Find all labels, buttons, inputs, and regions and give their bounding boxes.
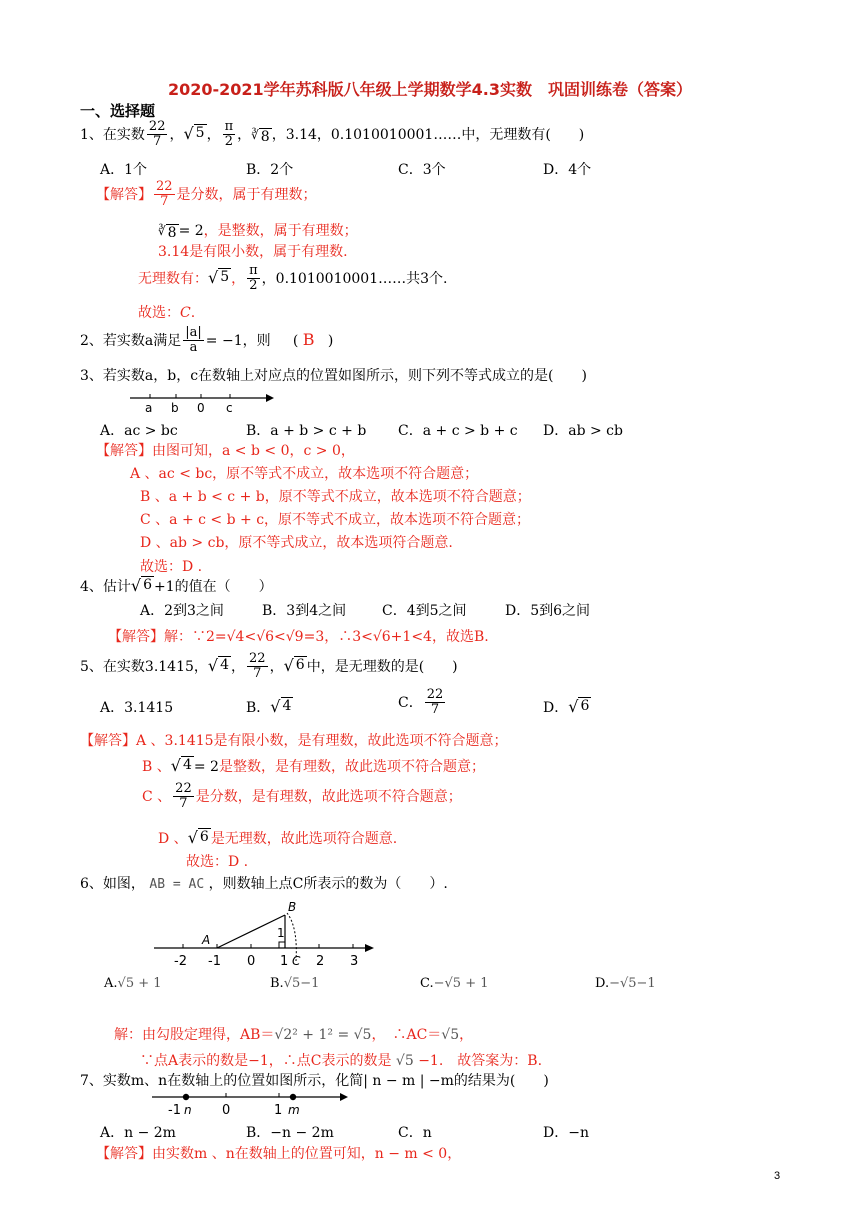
q3-option-c: C．a + c > b + c <box>398 423 518 439</box>
q5-option-c: C． $\frac{22}{7}$ <box>398 687 444 718</box>
q6-option-b: B.√5−1 <box>270 976 320 991</box>
q1-option-d: D．4个 <box>543 162 592 178</box>
question-6: 6、如图， AB = AC ，则数轴上点C所表示的数为（ ）. <box>80 876 448 892</box>
q1-option-c: C．3个 <box>398 162 446 178</box>
q5-answer-line-4: D 、 √ 6 是无理数，故此选项符合题意. <box>158 828 398 847</box>
fig-side-1: 1 <box>277 926 285 940</box>
q1-option-a: A．1个 <box>100 162 148 178</box>
q5-answer-line-1: 【解答】A 、3.1415是有限小数，是有理数，故此选项不符合题意； <box>80 733 508 749</box>
page-number: 3 <box>774 1170 781 1182</box>
q1-option-b: B．2个 <box>246 162 294 178</box>
fig-label-1: 1 <box>280 954 289 969</box>
q6-figure <box>150 895 380 973</box>
question-2: 2、若实数a满足 $\frac{|a|}{a}$ = −1，则 ( B ) <box>80 325 334 356</box>
q7-axis-0: 0 <box>222 1103 231 1118</box>
q7-option-a: A．n − 2m <box>100 1125 176 1141</box>
q5-answer-line-2: B 、 √ 4 = 2是整数，是有理数，故此选项不符合题意； <box>142 756 485 775</box>
q6-answer-line-1: 解：由勾股定理得，AB＝√2² + 1² = √5， ∴AC＝√5， <box>114 1027 474 1043</box>
q3-answer-line-5: D 、ab > cb，原不等式成立，故本选项符合题意. <box>140 535 453 551</box>
q6-answer-line-2: ∵点A表示的数是−1，∴点C表示的数是 √5 −1. 故答案为：B. <box>140 1053 543 1069</box>
q5-option-d: D． √ 6 <box>543 697 590 716</box>
q3-answer-line-1: 【解答】由图可知，a < b < 0，c > 0， <box>96 443 355 459</box>
axis-label-c: c <box>226 401 233 415</box>
q7-option-b: B．−n − 2m <box>246 1125 334 1141</box>
q3-answer-line-2: A 、ac < bc，原不等式不成立，故本选项不符合题意； <box>130 466 479 482</box>
q5-answer-line-5: 故选：D . <box>186 854 249 870</box>
q7-option-d: D．−n <box>543 1125 589 1141</box>
q3-answer-line-3: B 、a + b < c + b，原不等式不成立，故本选项不符合题意； <box>140 489 531 505</box>
q3-option-d: D．ab > cb <box>543 423 623 439</box>
question-3: 3、若实数a，b，c在数轴上对应点的位置如图所示，则下列不等式成立的是( ) <box>80 368 587 384</box>
section-heading: 一、选择题 <box>80 102 156 120</box>
q3-answer-line-4: C 、a + c < b + c，原不等式不成立，故本选项不符合题意； <box>140 512 531 528</box>
q5-option-b: B． √ 4 <box>246 697 292 716</box>
q4-option-b: B．3到4之间 <box>262 603 347 619</box>
fig-label-neg2: -2 <box>174 954 187 969</box>
axis-label-a: a <box>145 401 153 415</box>
axis-label-0: 0 <box>197 401 205 415</box>
question-5: 5、在实数3.1415， √ 4 ， $\frac{22}{7}$ ， √ 6 中，是无理数的是( ) <box>80 651 458 682</box>
q7-answer: 【解答】由实数m 、n在数轴上的位置可知，n − m < 0， <box>96 1146 462 1162</box>
q3-option-a: A．ac > bc <box>100 423 178 439</box>
fig-label-3: 3 <box>350 954 359 969</box>
fig-label-2: 2 <box>316 954 325 969</box>
q6-option-d: D.−√5−1 <box>595 976 656 991</box>
q5-answer-line-3: C 、 $\frac{22}{7}$ 是分数，是有理数，故此选项不符合题意； <box>142 781 462 812</box>
page-title: 2020-2021学年苏科版八年级上学期数学4.3实数 巩固训练卷（答案） <box>167 80 693 99</box>
q6-option-a: A.√5 + 1 <box>104 976 162 991</box>
q1-answer-line-2: ∛ 8 = 2，是整数，属于有理数； <box>158 223 358 241</box>
q1-answer-line-3: 3.14是有限小数，属于有理数. <box>158 244 348 260</box>
question-4: 4、估计 √ 6 +1的值在（ ） <box>80 576 273 595</box>
q4-option-a: A．2到3之间 <box>140 603 224 619</box>
q7-axis-m: m <box>288 1103 300 1117</box>
q4-answer: 【解答】解：∵2=√4<√6<√9=3，∴3<√6+1<4，故选B. <box>108 629 489 645</box>
q7-option-c: C．n <box>398 1125 432 1141</box>
question-7: 7、实数m、n在数轴上的位置如图所示，化简| n − m | −m的结果为( ) <box>80 1073 549 1089</box>
question-1: 1、在实数 $\frac{22}{7}$ ， √ 5 ， $\frac{\pi}{2}$ ， ∛ 8 ，3.14，0.1010010001……中，无理数有( ) <box>80 119 585 150</box>
q3-option-b: B．a + b > c + b <box>246 423 367 439</box>
q1-answer-line-4: 无理数有： √ 5 ， $\frac{\pi}{2}$ ，0.1010010001……共3个. <box>138 263 448 294</box>
q7-axis-neg1: -1 <box>168 1103 181 1118</box>
q3-number-line <box>128 386 278 416</box>
q1-answer-line-5: 故选：C. <box>138 305 196 321</box>
q1-answer-line-1: 【解答】 $\frac{22}{7}$ 是分数，属于有理数； <box>96 179 317 210</box>
q5-option-a: A．3.1415 <box>100 700 174 716</box>
fig-label-neg1: -1 <box>208 954 221 969</box>
fig-label-0: 0 <box>247 954 256 969</box>
q7-number-line <box>150 1090 360 1118</box>
fig-point-a: A <box>202 933 211 947</box>
q3-answer-line-6: 故选：D . <box>140 559 203 575</box>
q4-option-c: C．4到5之间 <box>382 603 467 619</box>
q7-axis-n: n <box>184 1103 192 1117</box>
q4-option-d: D．5到6之间 <box>505 603 591 619</box>
q6-option-c: C.−√5 + 1 <box>420 976 489 991</box>
fig-point-b: B <box>288 900 297 914</box>
fig-point-c: C <box>292 954 301 968</box>
q7-axis-1: 1 <box>274 1103 283 1118</box>
axis-label-b: b <box>171 401 179 415</box>
